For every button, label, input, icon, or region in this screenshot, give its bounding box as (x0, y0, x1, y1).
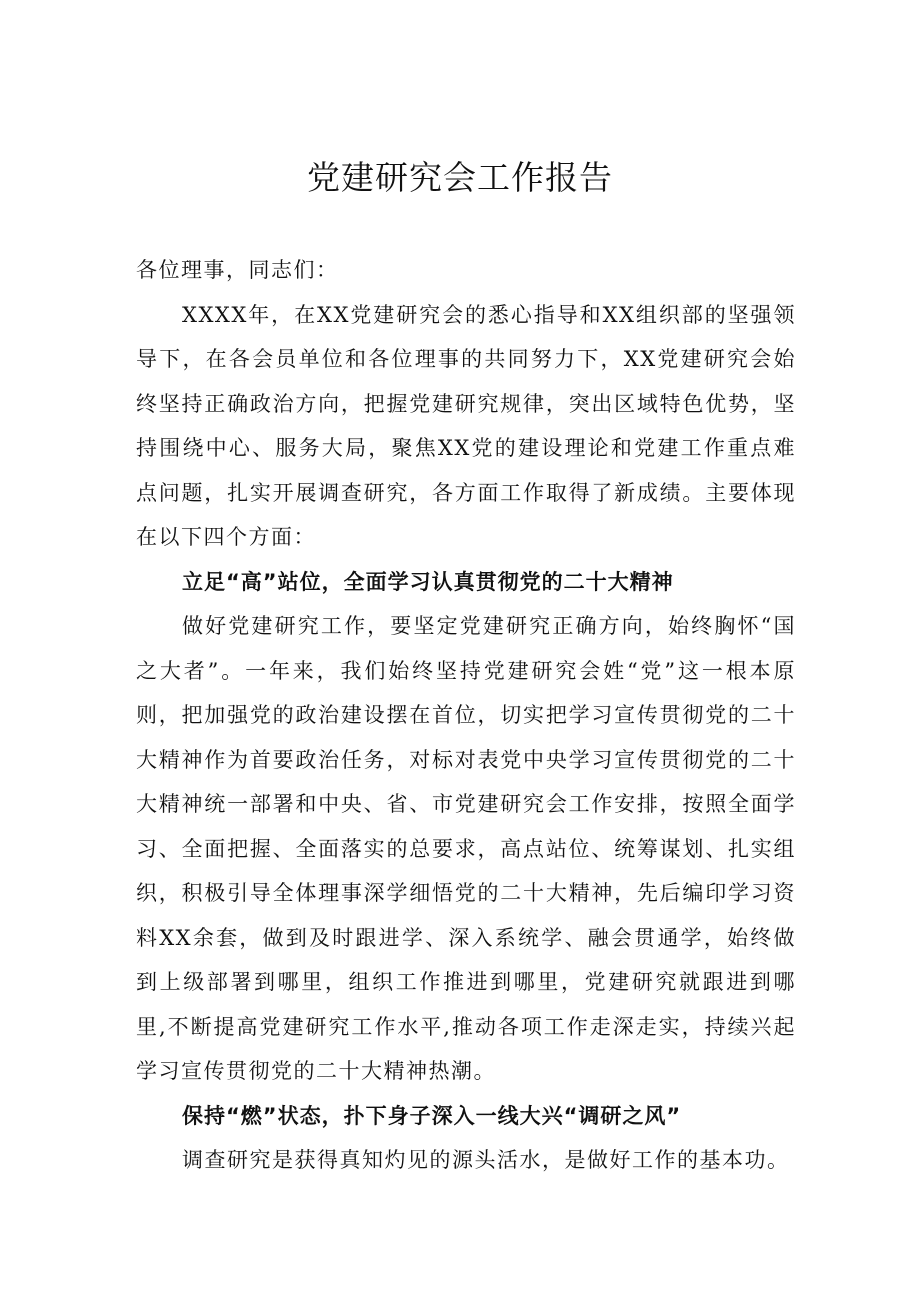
document-body (136, 248, 796, 1183)
section-heading-1: 立足“高”站位，全面学习认真贯彻党的二十大精神 (182, 569, 674, 594)
section-heading-2: 保持“燃”状态，扑下身子深入一线大兴“调研之风” (182, 1103, 682, 1128)
document-title: 党建研究会工作报告 (307, 158, 613, 197)
section-paragraph-2: 调查研究是获得真知灼见的源头活水，是做好工作的基本功。 (182, 1148, 790, 1172)
section-paragraph-1: 做好党建研究工作，要坚定党建研究正确方向，始终胸怀“国之大者”。一年来，我们始终坚持党建研究会姓“党”这一根本原则，把加强党的政治建设摆在首位，切实把学习宣传贯彻党的二十大精神作为首要政治任务，对标对表党中央学习宣传贯彻党的二十大精神统一部署和中央、省、市党建研究会工作安排，按照全面学习、全面把握、全面落实的总要求，高点站位、统筹谋划、扎实组织，积极引导全体理事深学细悟党的二十大精神，先后编印学习资料XX余套，做到及时跟进学、深入系统学、融会贯通学，始终做到上级部署到哪里，组织工作推进到哪里，党建研究就跟进到哪里,不断提高党建研究工作水平,推动各项工作走深走实，持续兴起学习宣传贯彻党的二十大精神热潮。 (136, 614, 796, 1083)
salutation: 各位理事，同志们： (136, 258, 339, 282)
intro-paragraph: XXXX年，在XX党建研究会的悉心指导和XX组织部的坚强领导下，在各会员单位和各位理事的共同努力下，XX党建研究会始终坚持正确政治方向，把握党建研究规律，突出区域特色优势，坚持围绕中心、服务大局，聚焦XX党的建设理论和党建工作重点难点问题，扎实开展调查研究，各方面工作取得了新成绩。主要体现在以下四个方面： (136, 302, 796, 549)
